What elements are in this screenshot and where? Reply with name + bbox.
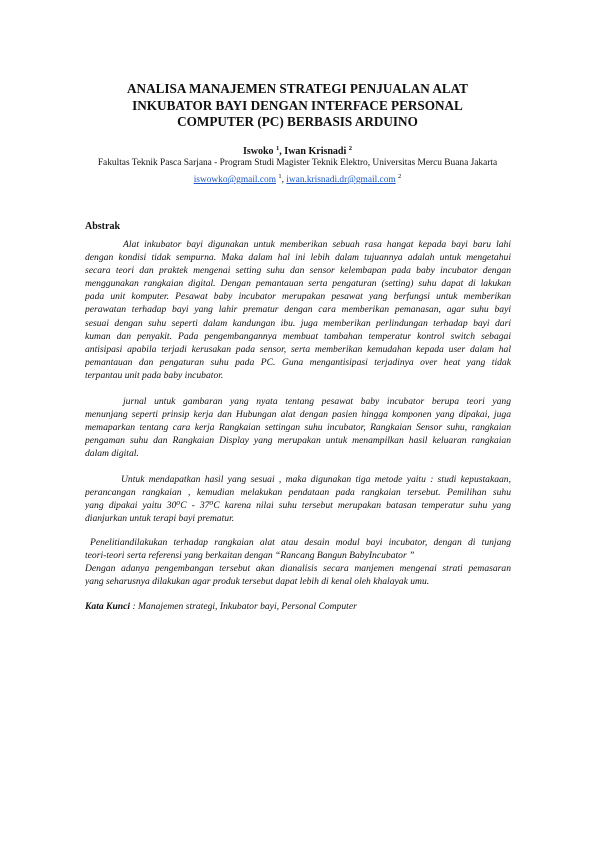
email-superscript: 1 (278, 173, 282, 180)
affiliation: Fakultas Teknik Pasca Sarjana - Program Studi Magister Teknik Elektro, Universitas Mercu Buana Jakarta (97, 158, 498, 168)
abstract-paragraph (85, 238, 511, 382)
author-superscript: 1 (276, 145, 280, 152)
paragraph-line: perancangan rangkaian , kemudian melakukan pendataan pada rangkaian tersebut. Pemilihan suhu (85, 487, 511, 499)
author-superscript: 2 (348, 145, 353, 152)
author-list (0, 143, 595, 158)
abstract-paragraph (85, 395, 511, 460)
paragraph-line: teori-teori serta referensi yang berkaitan dengan “Rancang Bangun BabyIncubator ” (85, 550, 415, 562)
title-line: COMPUTER (PC) BERBASIS ARDUINO (177, 114, 418, 129)
email-list (0, 171, 595, 186)
paragraph-line: kuman dan penyakit. Pada pengembangannya membuat tambahan temperatur kontrol switch sebagai (85, 330, 511, 342)
paragraph-line: pemantauan dan pengaturan suhu pada PC. Guna mengantisipasi terjadinya over heat yang tidak (85, 356, 511, 368)
paragraph-line: pada unit komputer. Pesawat baby incubator merupakan pesawat yang berfungsi untuk memberikan (85, 291, 511, 303)
title-line: ANALISA MANAJEMEN STRATEGI PENJUALAN ALAT (127, 81, 468, 96)
paragraph-line: Alat inkubator bayi digunakan untuk memberikan sebuah rasa hangat kepada bayi baru lahi (123, 239, 511, 250)
paragraph-line: yang seharusnya dilakukan agar produk tersebut dapat lebih di kenal oleh khalayak umu. (85, 576, 430, 588)
author-name: Iswoko (242, 146, 274, 157)
paragraph-line: perawatan terhadap bayi yang lahir prematur dengan cara memberikan pemanasan, agar suhu bayi (85, 304, 511, 316)
paragraph-line: jurnal untuk gambaran yang nyata tentang pesawat baby incubator berupa teori yang (123, 396, 511, 407)
keywords (85, 600, 357, 613)
paragraph-line: terpantau unit pada baby incubator. (85, 369, 224, 381)
paragraph-line: Dengan adanya pengembangan tersebut akan dianalisis secara manjemen mengenai strati pemasaran (85, 563, 511, 575)
paper-title (90, 81, 505, 131)
email-superscript: 2 (398, 173, 402, 180)
keywords-text: : Manajemen strategi, Inkubator bayi, Personal Computer (130, 601, 357, 612)
abstract-paragraph (85, 536, 511, 588)
paragraph-line: Penelitiandilakukan terhadap rangkaian alat atau desain modul bayi incubator, dengan di tunjang (90, 537, 511, 548)
paragraph-line: dalam digital. (85, 448, 139, 460)
paragraph-line: menggunakan rangkaian digital. Dengan pemantauan serta pengaturan (setting) suhu dapat di lakukan (85, 278, 511, 290)
paragraph-line: antisipasi apabila terjadi kerusakan pada sensor, serta memberikan kemudahan kepada user dalam hal (85, 343, 511, 355)
paragraph-line: memaparkan tentang cara kerja Rangkaian settingan suhu incubator, Rangkaian Sensor suhu, rangkaian (85, 422, 511, 434)
paragraph-line: menunjang seperti prinsip kerja dan Hubungan alat dengan pasien hingga komponen yang dipakai, juga (85, 409, 511, 421)
title-line: INKUBATOR BAYI DENGAN INTERFACE PERSONAL (132, 97, 463, 113)
email-link[interactable]: iswowko@gmail.com (193, 175, 277, 185)
keywords-label: Kata Kunci (85, 601, 131, 612)
author-name: Iwan Krisnadi (284, 146, 347, 157)
email-separator: , (281, 175, 287, 185)
paragraph-line: secara teori dan praktek mengenai setting suhu dan sensor kelembapan pada baby incubator dengan (85, 265, 511, 277)
abstract-heading: Abstrak (85, 221, 121, 232)
email-link[interactable]: iwan.krisnadi.dr@gmail.com (286, 175, 396, 185)
paragraph-line: dengan kondisi tidak sempurna. Maka dalam hal ini lebih dalam tujuannya adalah untuk mengetahui (85, 252, 511, 264)
paragraph-line: dianjurkan untuk terapi bayi prematur. (85, 513, 235, 525)
author-separator: , (279, 146, 285, 157)
paragraph-line: pengaman suhu dan Rangkaian Display yang merupakan untuk menampilkan hasil keluaran rangkaian (85, 435, 511, 447)
paragraph-line: sesuai dengan suhu seperti dalam kandungan ibu. juga memberikan perlindungan terhadap bayi dari (85, 317, 511, 329)
abstract-paragraph (85, 473, 511, 525)
paragraph-line: Untuk mendapatkan hasil yang sesuai , maka digunakan tiga metode yaitu : studi kepustakaan, (121, 474, 511, 485)
paragraph-line: yang dipakai yaitu 30⁰C - 37⁰C karena nilai suhu tersebut merupakan batasan temperatur suhu yang (85, 500, 511, 512)
